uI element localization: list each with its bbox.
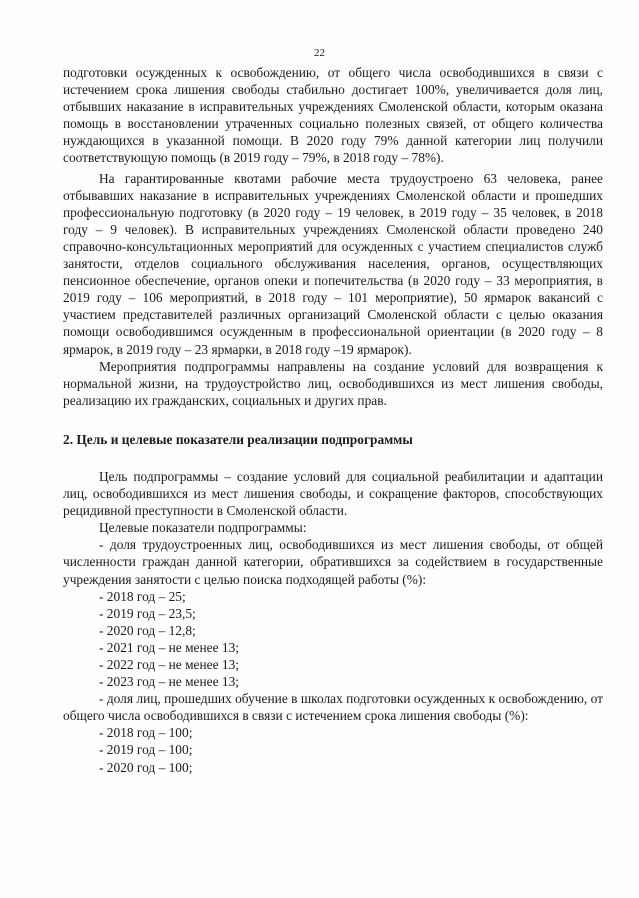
indicator-2-value-2018: - 2018 год – 100; [99, 725, 193, 741]
indicator-1-value-2023: - 2023 год – не менее 13; [99, 674, 239, 690]
indicator-1-value-2022: - 2022 год – не менее 13; [99, 657, 239, 672]
indicator-1-values [63, 588, 603, 691]
page-number: 22 [314, 47, 325, 59]
indicator-1-value-2020: - 2020 год – 12,8; [99, 622, 196, 638]
indicator-2-text: - доля лиц, прошедших обучение в школах подготовки осужденных к освобождению, от общего числа освободившихся в связи с истечением срока лишения свободы (%): [63, 691, 603, 724]
indicator-2-values [63, 724, 603, 775]
indicator-2-value-2020: - 2020 год – 100; [99, 759, 193, 775]
document-body [63, 64, 603, 776]
intro-paragraph-2: На гарантированные квотами рабочие места трудоустроено 63 человека, ранее отбывавших наказание в исправительных учреждениях Смоленской области и прошедших профессиональную подготовку (в 2020 году – 19 человек, в 2019 году – 35 человек, в 2018 году – 9 человек). В исправительных учреждениях Смоленской области проведено 240 справочно-консультационных мероприятий для осужденных с участием специалистов служб занятости, отделов социального обслуживания населения, органов, осуществляющих пенсионное обеспечение, органов опеки и попечительства (в 2020 году – 33 мероприятия, в 2019 году – 106 мероприятий, в 2018 году – 101 мероприятие), 50 ярмарок вакансий с участием представителей различных организаций Смоленской области с целью оказания помощи освободившимся осужденным в профессиональной ориентации (в 2020 году – 8 ярмарок, в 2019 году – 23 ярмарки, в 2018 году –19 ярмарок). [63, 170, 603, 357]
indicator-1-value-2018: - 2018 год – 25; [99, 588, 186, 604]
indicator-1-value-2019: - 2019 год – 23,5; [99, 605, 196, 621]
indicator-2-value-2019: - 2019 год – 100; [99, 742, 193, 758]
intro-paragraph-1: подготовки осужденных к освобождению, от общего числа освободившихся в связи с истечением срока лишения свободы стабильно достигает 100%, увеличивается доля лиц, отбывших наказание в исправительных учреждениях Смоленской области, которым оказана помощь в восстановлении утраченных социально полезных связей, от общего количества нуждающихся в указанной помощи. В 2020 году 79% данной категории лиц получили соответствующую помощь (в 2019 году – 79%, в 2018 году – 78%). [63, 65, 603, 166]
indicator-1-text: - доля трудоустроенных лиц, освободившихся из мест лишения свободы, от общей численности граждан данной категории, обратившихся за содействием в государственные учреждения занятости с целью поиска подходящей работы (%): [63, 537, 603, 587]
goal-paragraph: Цель подпрограммы – создание условий для социальной реабилитации и адаптации лиц, освободившихся из мест лишения свободы, и сокращение факторов, способствующих рецидивной преступности в Смоленской области. [63, 468, 603, 519]
targets-label: Целевые показатели подпрограммы: [99, 520, 307, 536]
intro-paragraph-3: Мероприятия подпрограммы направлены на создание условий для возвращения к нормальной жизни, на трудоустройство лиц, освободившихся из мест лишения свободы, реализацию их гражданских, социальных и других прав. [63, 358, 603, 408]
section-heading: 2. Цель и целевые показатели реализации подпрограммы [63, 431, 413, 447]
indicator-1-value-2021: - 2021 год – не менее 13; [99, 639, 239, 655]
